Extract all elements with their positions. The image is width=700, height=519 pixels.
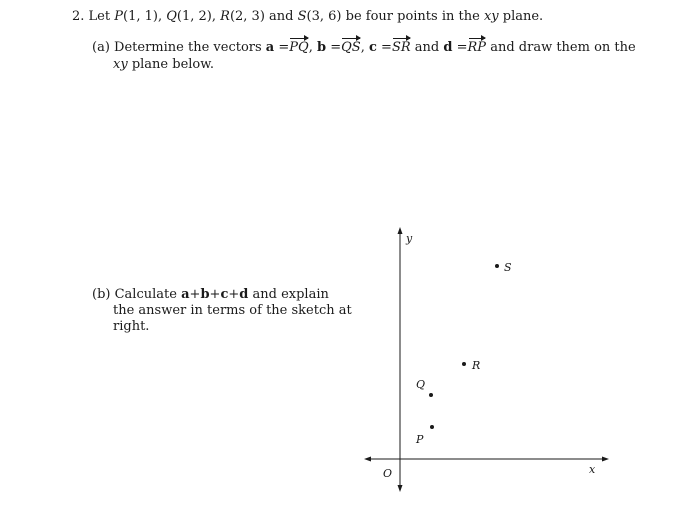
vector-rp: RP [467,40,487,55]
point-q-name: Q [166,9,177,24]
part-a-text2: and draw them on the [490,40,636,55]
point-r-coords: (2, 3) [229,9,265,24]
point-r-dot [462,362,466,366]
point-s-coords: (3, 6) [306,9,342,24]
sum-plus-1: + [189,287,201,302]
point-q-label: Q [416,378,426,391]
point-r-name: R [220,9,230,24]
part-b-calc: Calculate [114,287,177,302]
sep-2: , [360,40,365,55]
x-axis-arrow-right [602,457,609,462]
y-axis-label: y [406,232,413,245]
part-a-and: and [414,40,440,55]
vector-pq: PQ [289,40,309,55]
part-b-explain: and explain [252,287,329,302]
intro-tail-b: plane. [502,9,544,24]
intro-and: and [269,9,294,24]
point-p-name: P [114,9,123,24]
sum-d: d [239,287,249,302]
part-a-line2-text: plane below. [131,57,214,72]
x-axis [364,457,609,462]
sum-c: c [220,287,229,302]
origin-label: O [383,467,393,480]
vector-d-symbol: d [443,40,453,55]
point-p-coords: (1, 1), [123,9,163,24]
part-a-plane-var: xy [113,57,128,72]
vector-a-symbol: a [265,40,275,55]
eq-3: = [381,40,392,55]
part-b-label: (b) [92,287,111,302]
eq-4: = [456,40,468,55]
sep-1: , [308,40,313,55]
y-axis-arrow-up [398,227,403,234]
y-axis [398,227,403,492]
point-p-dot [430,425,434,429]
y-axis-arrow-down [398,485,403,492]
sum-plus-3: + [228,287,240,302]
point-r-label: R [472,359,481,372]
point-s-dot [495,264,499,268]
part-a-label: (a) [92,40,110,55]
vector-qs: QS [341,40,361,55]
point-q-dot [429,393,433,397]
vector-b-symbol: b [316,40,327,55]
point-p-label: P [416,433,424,446]
x-axis-label: x [589,463,596,476]
eq-1: = [278,40,290,55]
part-a-text1: Determine the vectors [114,40,262,55]
x-axis-arrow-left [364,457,371,462]
intro-lead: Let [88,9,111,24]
vector-c-symbol: c [368,40,377,55]
vector-sr: SR [391,40,411,55]
sum-plus-2: + [209,287,221,302]
problem-number: 2. [72,9,85,24]
sum-b: b [200,287,210,302]
part-b-line3: right. [113,319,150,334]
intro-plane-var: xy [483,9,499,24]
point-s-label: S [504,261,512,274]
point-q-coords: (1, 2), [176,9,216,24]
eq-2: = [330,40,342,55]
sum-a: a [181,287,190,302]
intro-tail-a: be four points in the [345,9,480,24]
part-b-line2: the answer in terms of the sketch at [113,303,352,318]
point-s-name: S [297,9,307,24]
